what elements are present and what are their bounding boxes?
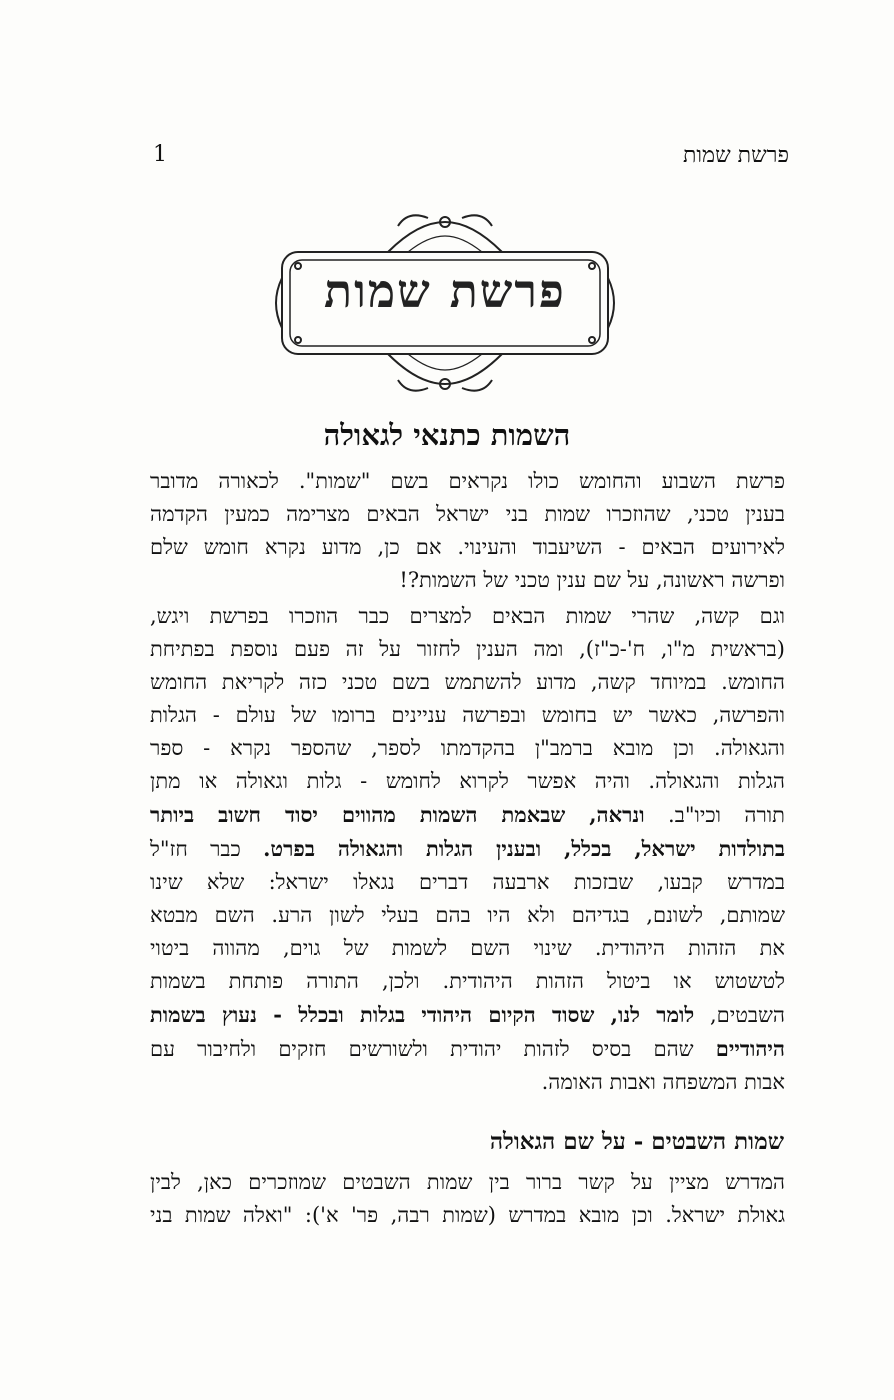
text-line: והפרשה, כאשר יש בחומש ובפרשה עניינים ברומו של עולם - הגלות bbox=[150, 703, 785, 727]
text-line: אבות המשפחה ואבות האומה. bbox=[541, 1070, 785, 1094]
text-line: בענין טכני, שהוזכרו שמות בני ישראל הבאים מצרימה כמעין הקדמה bbox=[150, 502, 785, 526]
bold-text-span: היהודיים bbox=[715, 1036, 785, 1061]
text-line: שמותם, לשונם, בגדיהם ולא היו בהם בעלי לשון הרע. השם מבטא bbox=[150, 903, 785, 927]
text-span: כבר חז"ל bbox=[150, 837, 241, 861]
text-span: תורה וכיו"ב. bbox=[668, 803, 785, 827]
text-line: לטשטוש או ביטול הזהות היהודית. ולכן, התורה פותחת בשמות bbox=[150, 969, 785, 993]
text-line: פרשת השבוע והחומש כולו נקראים בשם "שמות". לכאורה מדובר bbox=[150, 469, 785, 493]
text-line: גאולת ישראל. וכן מובא במדרש (שמות רבה, פר' א'): "ואלה שמות בני bbox=[150, 1203, 785, 1227]
text-line: הגלות והגאולה. והיה אפשר לקרוא לחומש - גלות וגאולה או מתן bbox=[150, 769, 785, 793]
subsection-heading: שמות השבטים - על שם הגאולה bbox=[489, 1128, 784, 1155]
paragraph-3 bbox=[150, 1166, 785, 1232]
text-line: והגאולה. וכן מובא ברמב"ן בהקדמתו לספר, שהספר נקרא - ספר bbox=[150, 736, 785, 760]
text-line: (בראשית מ"ו, ח'-כ"ז), ומה הענין לחזור על זה פעם נוספת בפתיחת bbox=[150, 637, 785, 661]
section-heading: השמות כתנאי לגאולה bbox=[323, 418, 571, 452]
text-line: החומש. במיוחד קשה, מדוע להשתמש בשם טכני כזה לקריאת החומש bbox=[150, 670, 785, 694]
text-line bbox=[150, 832, 785, 866]
text-line bbox=[150, 998, 785, 1032]
bold-text-span: ונראה, שבאמת השמות מהווים יסוד חשוב ביותר bbox=[150, 802, 645, 827]
text-span: שהם בסיס לזהות יהודית ולשורשים חזקים ולחיבור עם bbox=[150, 1037, 694, 1061]
text-line bbox=[150, 798, 785, 832]
text-line bbox=[150, 1032, 785, 1066]
text-line: במדרש קבעו, שבזכות ארבעה דברים נגאלו ישראל: שלא שינו bbox=[150, 870, 785, 894]
paragraph-2 bbox=[150, 600, 785, 1099]
bold-text-span: לומר לנו, שסוד הקיום היהודי בגלות ובכלל - נעוץ בשמות bbox=[150, 1002, 695, 1027]
paragraph-1 bbox=[150, 465, 785, 597]
text-line: את הזהות היהודית. שינוי השם לשמות של גוים, מהווה ביטוי bbox=[150, 936, 785, 960]
text-line: לאירועים הבאים - השיעבוד והעינוי. אם כן, מדוע נקרא חומש שלם bbox=[150, 535, 785, 559]
text-line: ופרשה ראשונה, על שם ענין טכני של השמות?! bbox=[399, 568, 785, 592]
ornament-title: פרשת שמות bbox=[324, 264, 566, 318]
bold-text-span: בתולדות ישראל, בכלל, ובענין הגלות והגאולה בפרט. bbox=[263, 836, 786, 861]
text-line: המדרש מציין על קשר ברור בין שמות השבטים שמוזכרים כאן, לבין bbox=[150, 1170, 785, 1194]
text-span: השבטים, bbox=[709, 1003, 785, 1027]
page-number: 1 bbox=[153, 142, 167, 167]
decorative-title-frame bbox=[268, 208, 622, 398]
text-line: וגם קשה, שהרי שמות הבאים למצרים כבר הוזכרו בפרשת ויגש, bbox=[150, 604, 785, 628]
running-header-title: פרשת שמות bbox=[683, 143, 789, 168]
